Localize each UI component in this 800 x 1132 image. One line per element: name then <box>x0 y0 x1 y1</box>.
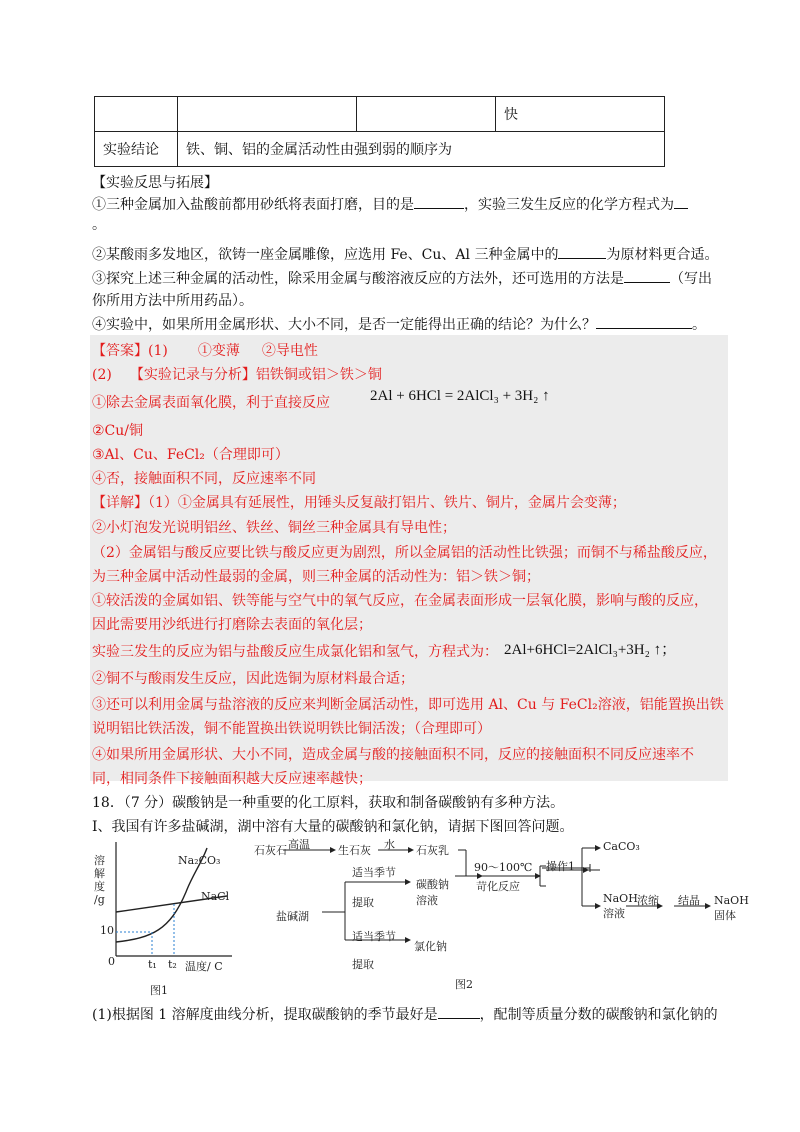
fig1-xlabel: 温度/ C <box>185 960 223 973</box>
equation: 2Al+6HCl=2AlCl₃+3H₂ ↑； <box>504 642 677 658</box>
answer-line-6: ④否，接触面积不同，反应速率不同 <box>92 471 316 487</box>
table-row <box>95 97 665 132</box>
question-3-cont: 你所用方法中所用药品）。 <box>92 293 253 309</box>
na2co3-solution-label: 碳酸钠 溶液 <box>416 878 449 907</box>
fig1-t1: t₁ <box>148 958 157 971</box>
season-label-1: 适当季节 提取 <box>352 866 396 909</box>
answer-blank <box>624 268 670 283</box>
concentrate-label: 浓缩 <box>637 894 659 907</box>
limestone-label: 石灰石 <box>254 844 287 857</box>
detail-line-2: ②小灯泡发光说明铝丝、铁丝、铜丝三种金属具有导电性； <box>92 520 456 536</box>
question-1: ①三种金属加入盐酸前都用砂纸将表面打磨，目的是 ，实验三发生反应的化学方程式为 <box>92 194 688 214</box>
causticize-label: 苛化反应 <box>476 880 520 893</box>
detail-line-8: ②铜不与酸雨发生反应，因此选铜为原材料最合适； <box>92 671 414 687</box>
reflection-heading: 【实验反思与拓展】 <box>92 175 218 191</box>
fig1-curve2-label: NaCl <box>201 890 230 903</box>
detail-line-7: 实验三发生的反应为铝与盐酸反应生成氯化铝和氢气，方程式为： <box>92 644 498 660</box>
fig1-t2: t₂ <box>168 958 177 971</box>
fig1-caption: 图1 <box>150 984 168 997</box>
fig1-origin: 0 <box>108 955 115 968</box>
question-1-end: 。 <box>92 217 106 233</box>
nacl-label: 氯化钠 <box>414 940 447 953</box>
detail-line-6: 因此需要用沙纸进行打磨除去表面的氧化层； <box>92 617 372 633</box>
equation: 2Al + 6HCl = 2AlCl₃ + 3H₂ ↑ <box>370 388 550 404</box>
answer-blank <box>596 314 692 329</box>
crystallize-label: 结晶 <box>678 894 700 907</box>
detail-line-1: 【详解】（1）①金属具有延展性，用锤头反复敲打铝片、铁片、铜片，金属片会变薄； <box>92 495 626 511</box>
water-label: 水 <box>384 838 395 851</box>
season-label-2: 适当季节 提取 <box>352 930 396 971</box>
fig1-ylabel: 溶 解 度 /g <box>94 854 105 906</box>
table-row <box>95 132 665 167</box>
answer-blank <box>438 1004 480 1019</box>
quicklime-label: 生石灰 <box>338 844 371 857</box>
question-18-intro: Ⅰ、我国有许多盐碱湖，湖中溶有大量的碳酸钠和氯化钠，请据下图回答问题。 <box>92 819 574 835</box>
answer-blank <box>558 244 606 259</box>
high-temp-label: 高温 <box>288 838 310 851</box>
answer-line-4: ②Cu/铜 <box>92 423 143 439</box>
fig1-ytick: 10 <box>100 924 114 937</box>
experiment-table <box>94 96 665 167</box>
conclusion-value: 铁、铜、铝的金属活动性由强到弱的顺序为 <box>178 132 665 167</box>
limemilk-label: 石灰乳 <box>416 844 449 857</box>
conclusion-label: 实验结论 <box>95 132 178 167</box>
detail-line-5: ①较活泼的金属如铝、铁等能与空气中的氧气反应，在金属表面形成一层氧化膜，影响与酸的反应， <box>92 593 708 609</box>
naoh-solid-label: NaOH 固体 <box>714 894 749 922</box>
table-cell <box>95 97 178 132</box>
detail-line-4: 为三种金属中活动性最弱的金属，则三种金属的活动性为：铝＞铁＞铜； <box>92 569 540 585</box>
detail-line-3: （2）金属铝与酸反应要比铁与酸反应更为剧烈，所以金属铝的活动性比铁强；而铜不与稀盐酸反应， <box>92 545 717 561</box>
temp-label: 90～100℃ <box>474 861 533 874</box>
subquestion-1: (1)根据图 1 溶解度曲线分析，提取碳酸钠的季节最好是 ，配制等质量分数的碳酸钠和氯化钠的 <box>92 1004 718 1024</box>
answer-line-1: 【答案】(1) ①变薄 ②导电性 <box>92 343 318 359</box>
caco3-label: CaCO₃ <box>603 840 640 853</box>
process-flow-diagram <box>250 830 750 980</box>
answer-line-3: ①除去金属表面氧化膜，利于直接反应 <box>92 395 330 411</box>
salt-lake-label: 盐碱湖 <box>276 910 309 923</box>
table-cell: 快 <box>496 97 665 132</box>
question-18-title: 18．（7 分）碳酸钠是一种重要的化工原料，获取和制备碳酸钠有多种方法。 <box>92 795 565 811</box>
fig2-caption: 图2 <box>455 978 473 991</box>
answer-line-2: (2) 【实验记录与分析】铝铁铜或铝＞铁＞铜 <box>92 367 382 383</box>
question-2: ②某酸雨多发地区，欲铸一座金属雕像，应选用 Fe、Cu、Al 三种金属中的 为原材料更合适。 <box>92 244 718 264</box>
question-4: ④实验中，如果所用金属形状、大小不同，是否一定能得出正确的结论？为什么？ 。 <box>92 314 706 334</box>
detail-line-11: ④如果所用金属形状、大小不同，造成金属与酸的接触面积不同，反应的接触面积不同反应速率不 <box>92 747 694 763</box>
answer-blank <box>414 194 464 209</box>
answer-line-5: ③Al、Cu、FeCl₂（合理即可） <box>92 447 289 463</box>
table-cell <box>357 97 496 132</box>
answer-blank <box>674 194 688 209</box>
operation1-label: 操作1 <box>546 860 575 873</box>
fig1-curve1-label: Na₂CO₃ <box>178 854 221 867</box>
detail-line-9: ③还可以利用金属与盐溶液的反应来判断金属活动性，即可选用 Al、Cu 与 FeCl₂溶液，铝能置换出铁 <box>92 697 724 713</box>
naoh-solution-label: NaOH 溶液 <box>603 892 638 920</box>
table-cell <box>178 97 357 132</box>
detail-line-12: 同，相同条件下接触面积越大反应速率越快； <box>92 771 372 787</box>
detail-line-10: 说明铝比铁活泼，铜不能置换出铁说明铁比铜活泼；（合理即可） <box>92 721 491 737</box>
question-3: ③探究上述三种金属的活动性，除采用金属与酸溶液反应的方法外，还可选用的方法是 （写出 <box>92 268 712 288</box>
